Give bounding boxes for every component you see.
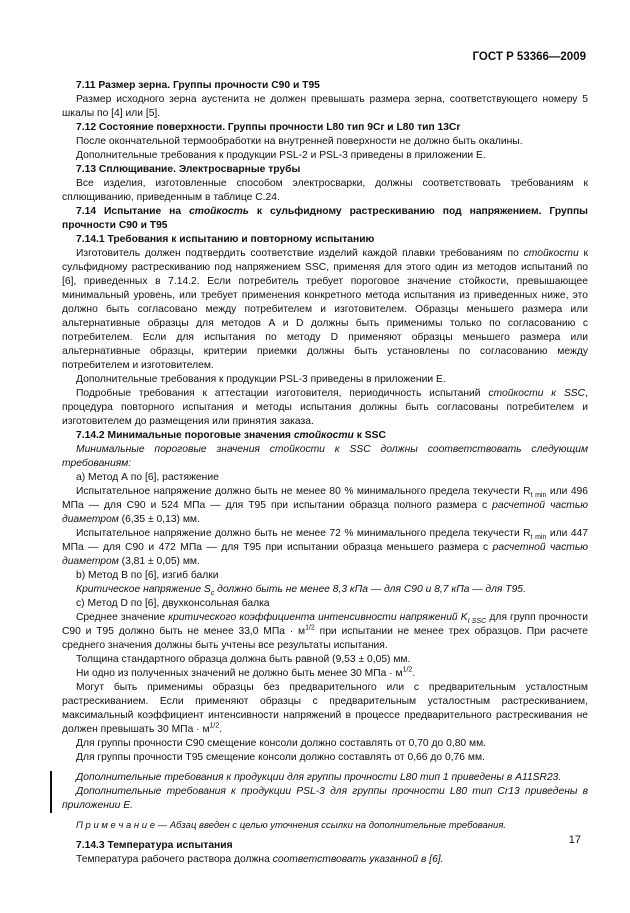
paragraph: После окончательной термообработки на внутренней поверхности не должно быть окалины.	[76, 136, 523, 147]
paragraph: Подробные требования к аттестации изготовителя, периодичность испытаний стойкости к SSC, процедура повторного испытания и методы испытания должны быть согласованы потребителем и изготовителем до размещения или принятия заказа.	[62, 388, 588, 427]
heading-7-11: 7.11 Размер зерна. Группы прочности С90 и Т95	[76, 80, 320, 91]
paragraph: Дополнительные требования к продукции PSL-3 для группы прочности L80 тип Cr13 приведены в приложении Е.	[62, 786, 588, 811]
paragraph: Могут быть применимы образцы без предварительного или с предварительным усталостным растрескиванием. Если применяют образцы с предварительным усталостным растрескиванием, максимальный коэффициент интенсивности напряжений в процессе предварительного растрескивания не должен превышать 30 МПа · $м^{1/2}$.	[62, 682, 588, 735]
paragraph: Критическое напряжение $S_c$ должно быть не менее 8,3 кПа — для С90 и 8,7 кПа — для Т95.	[76, 584, 526, 598]
heading-7-12: 7.12 Состояние поверхности. Группы прочности L80 тип 9Cr и L80 тип 13Cr	[76, 122, 461, 133]
paragraph: Толщина стандартного образца должна быть равной (9,53 ± 0,05) мм.	[76, 654, 411, 665]
document-header: ГОСТ Р 53366—2009	[472, 51, 586, 63]
note: П р и м е ч а н и е — Абзац введен с целью уточнения ссылки на дополнительные требования.	[76, 820, 507, 831]
heading-7-13: 7.13 Сплющивание. Электросварные трубы	[76, 164, 301, 175]
heading-7-14: 7.14 Испытание на стойкость к сульфидному растрескиванию под напряжением. Группы прочности С90 и Т95	[62, 206, 588, 231]
page-number: 17	[568, 834, 581, 846]
paragraph: Для группы прочности Т95 смещение консоли должно составлять от 0,66 до 0,76 мм.	[76, 752, 485, 763]
paragraph: Все изделия, изготовленные способом электросварки, должны соответствовать требованиям к сплющиванию, приведенным в таблице С.24.	[62, 178, 588, 203]
list-item-b: b) Метод В по [6], изгиб балки	[76, 570, 219, 581]
paragraph: Дополнительные требования к продукции PSL-3 приведены в приложении Е.	[76, 374, 446, 385]
list-item-a: а) Метод А по [6], растяжение	[76, 472, 219, 483]
paragraph: Испытательное напряжение должно быть не менее 80 % минимального предела текучести $R_{t min}$ или 496 МПа — для С90 и 524 МПа — для Т95 при испытании образца полного размера с расчетной частью диаметром (6,35 ± 0,13) мм.	[62, 486, 589, 525]
revision-bar	[50, 771, 52, 813]
paragraph: Среднее значение критического коэффициента интенсивности напряжений $K_{I SSC}$ для групп прочности С90 и Т95 должно быть не менее 33,0 МПа · $м^{1/2}$ при испытании не менее трех образцов. При расчете среднего значения должны быть учтены все результаты испытания.	[62, 612, 589, 651]
list-item-c: с) Метод D по [6], двухконсольная балка	[76, 598, 270, 609]
paragraph: Температура рабочего раствора должна соответствовать указанной в [6].	[76, 854, 444, 865]
paragraph: Ни одно из полученных значений не должно быть менее 30 МПа · $м^{1/2}$.	[76, 666, 416, 679]
paragraph: Испытательное напряжение должно быть не менее 72 % минимального предела текучести $R_{t min}$ или 447 МПа — для С90 и 472 МПа — для Т95 при испытании образца меньшего размера с расчетной частью диаметром (3,81 ± 0,05) мм.	[62, 528, 589, 567]
heading-7-14-1: 7.14.1 Требования к испытанию и повторному испытанию	[76, 234, 375, 245]
heading-7-14-3: 7.14.3 Температура испытания	[76, 840, 233, 851]
revision-block	[62, 771, 588, 813]
paragraph: Дополнительные требования к продукции PSL-2 и PSL-3 приведены в приложении Е.	[76, 150, 486, 161]
content	[62, 79, 588, 867]
heading-7-14-2: 7.14.2 Минимальные пороговые значения стойкости к SSC	[76, 430, 386, 441]
paragraph: Размер исходного зерна аустенита не должен превышать размера зерна, соответствующего номеру 5 шкалы по [4] или [5].	[62, 94, 588, 119]
paragraph: Минимальные пороговые значения стойкости к SSC должны соответствовать следующим требованиям:	[62, 444, 588, 469]
paragraph: Дополнительные требования к продукции для группы прочности L80 тип 1 приведены в А11SR23.	[76, 772, 562, 783]
paragraph: Изготовитель должен подтвердить соответствие изделий каждой плавки требованиям по стойкости к сульфидному растрескиванию под напряжением SSC, применяя для этого один из методов испытаний по [6], приведенных в 7.14.2. Если потребитель требует пороговое значение стойкости, превышающее минимальный уровень, или требует применения конкретного метода испытания из приведенных ниже, это должно быть согласовано между потребителем и изготовителем. Образцы меньшего размера или альтернативные образцы для методов А и D должны быть применимы только по согласованию с потребителем. Если для испытания по методу D применяют образцы меньшего размера или альтернативные образцы, критерии приемки должны быть установлены по согласованию между потребителем и изготовителем.	[62, 248, 588, 371]
paragraph: Для группы прочности С90 смещение консоли должно составлять от 0,70 до 0,80 мм.	[76, 738, 487, 749]
